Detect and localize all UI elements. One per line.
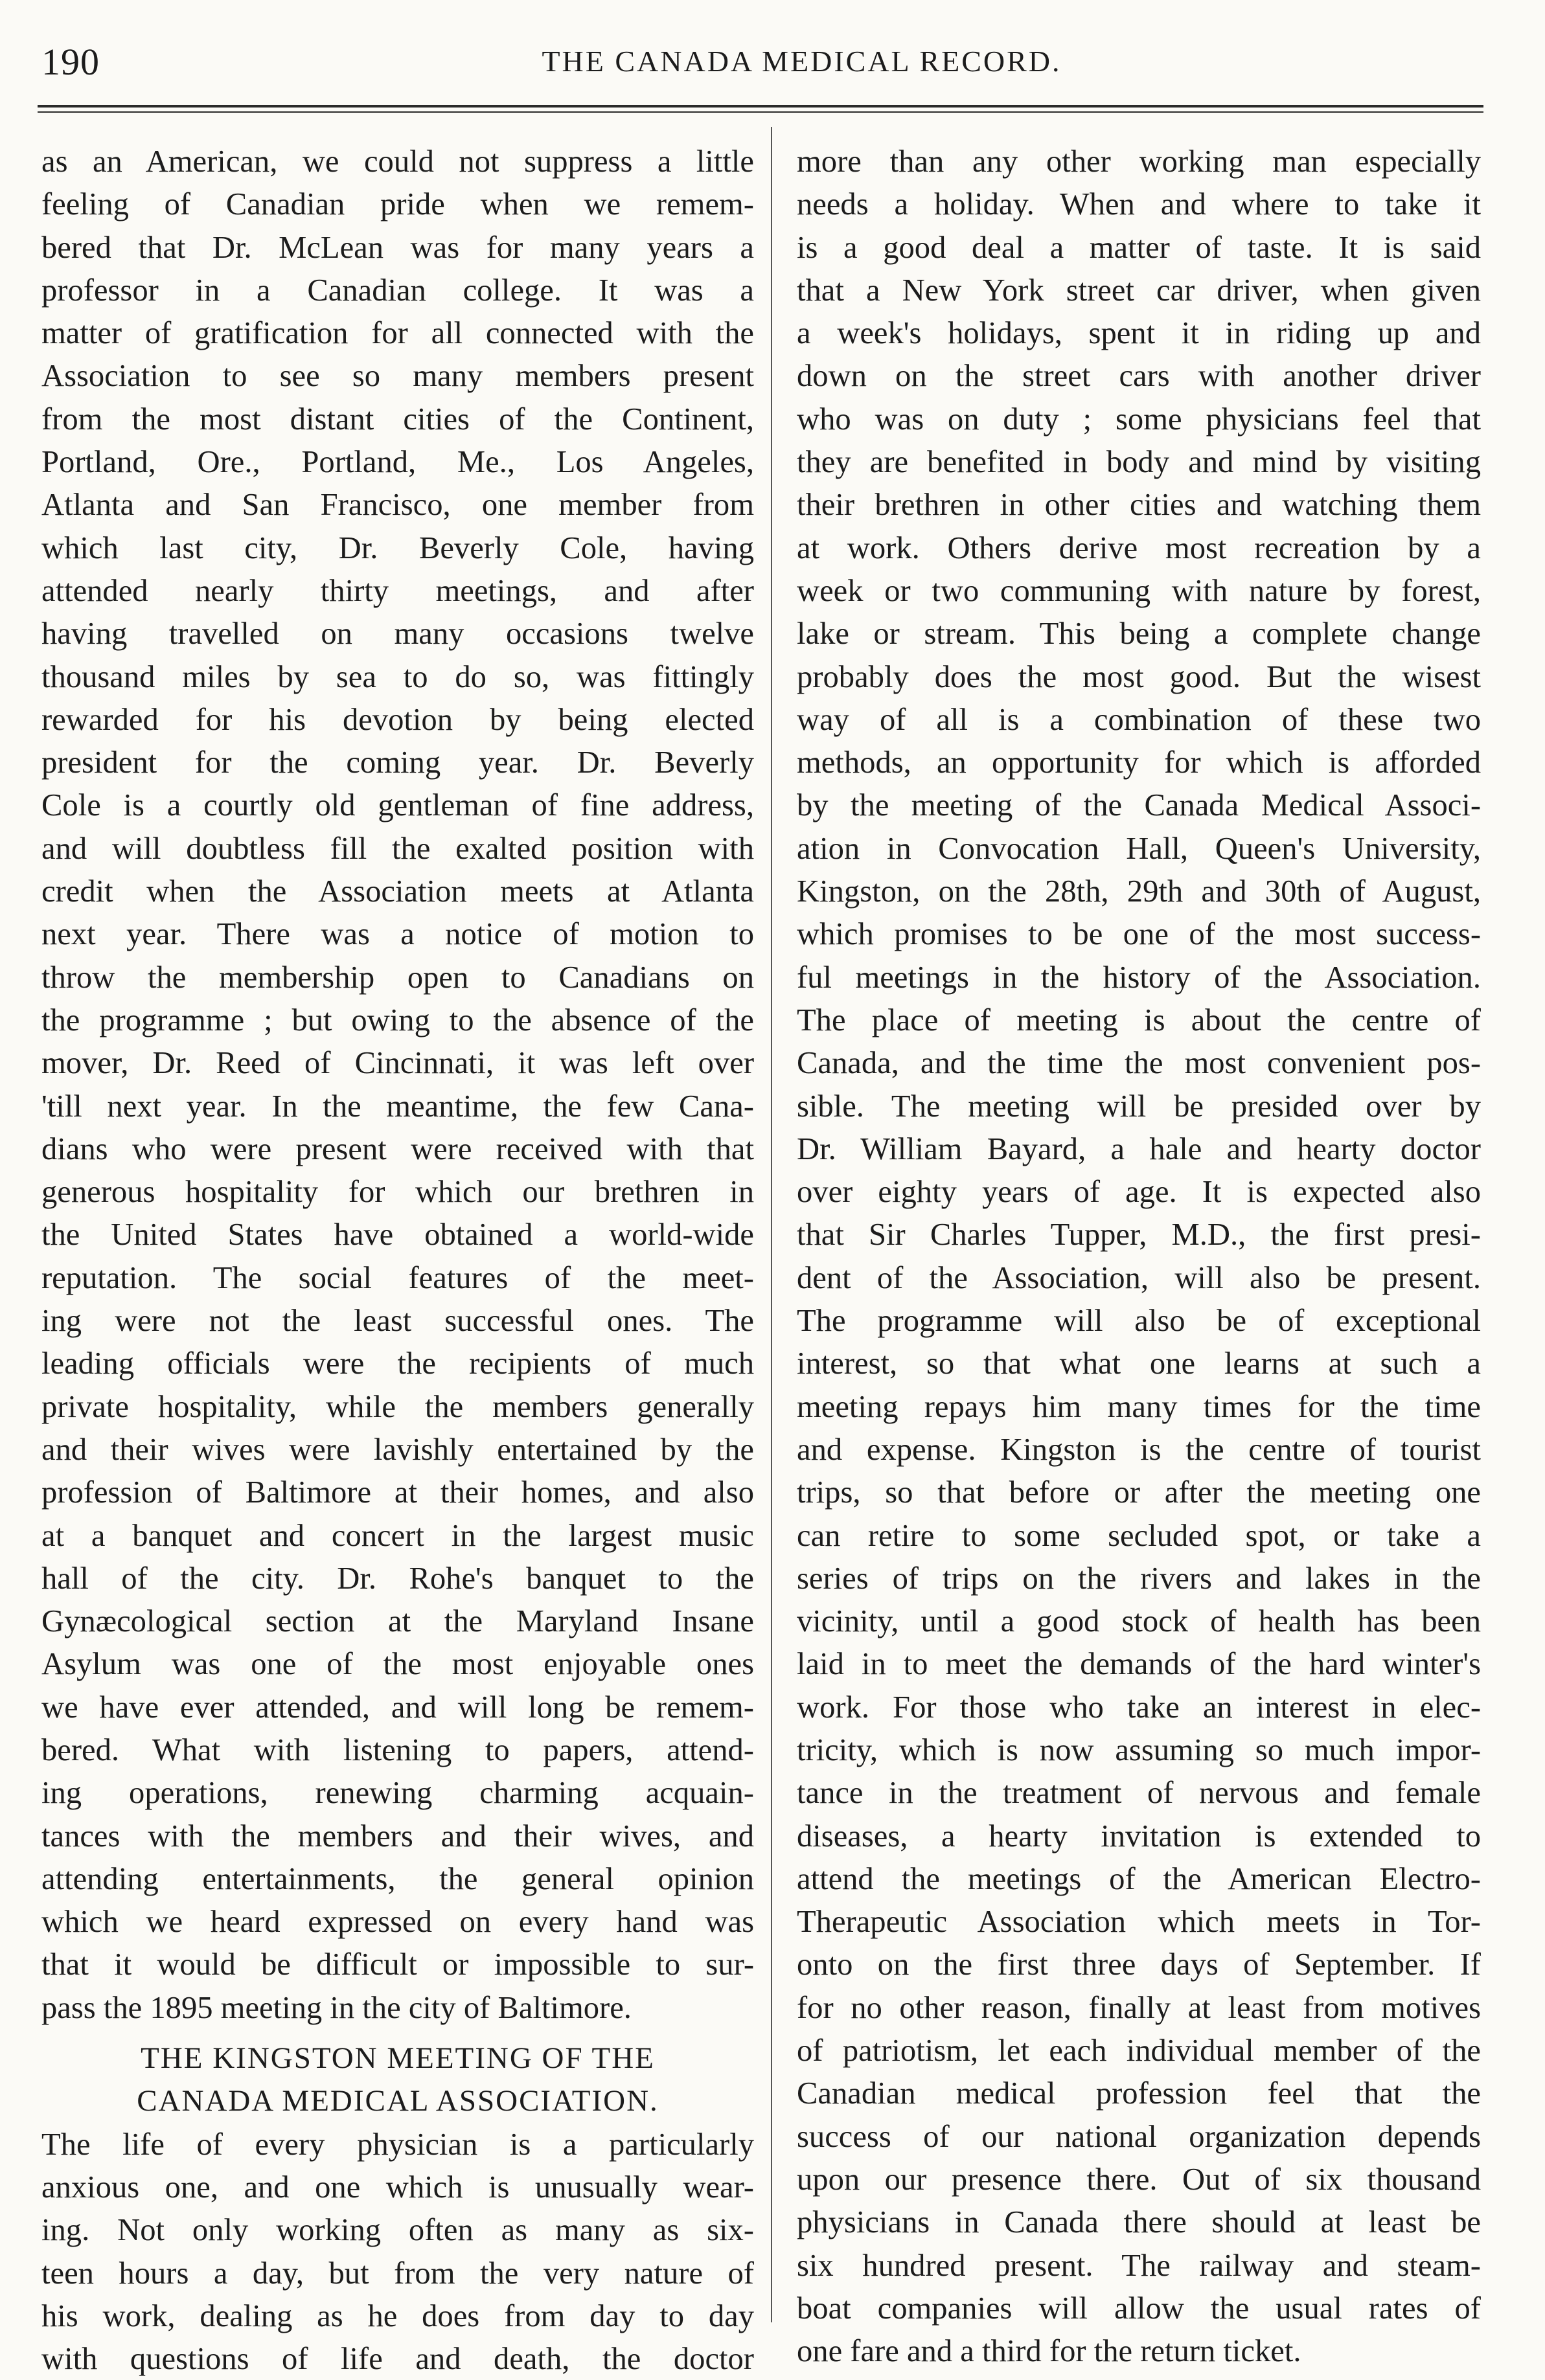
text-line: probably does the most good. But the wisest [797,659,1481,694]
text-line: we have ever attended, and will long be remem- [41,1689,754,1725]
text-line: upon our presence there. Out of six thousand [797,2161,1481,2197]
text-line: 'till next year. In the meantime, the few Cana- [41,1088,754,1124]
text-line: over eighty years of age. It is expected also [797,1174,1481,1210]
text-line: tance in the treatment of nervous and female [797,1775,1481,1811]
text-line: Gynæcological section at the Maryland Insane [41,1604,754,1639]
text-line: which we heard expressed on every hand was [41,1904,754,1940]
text-line: needs a holiday. When and where to take it [797,187,1481,222]
text-line: success of our national organization depends [797,2118,1481,2154]
text-line: leading officials were the recipients of much [41,1346,754,1381]
text-line: at work. Others derive most recreation by a [797,530,1481,565]
text-line: attended nearly thirty meetings, and after [41,572,754,608]
text-line: Therapeutic Association which meets in Tor- [797,1904,1481,1940]
text-line: as an American, we could not suppress a little [41,144,754,179]
text-line: matter of gratification for all connected with the [41,315,754,351]
text-line: methods, an opportunity for which is afforded [797,745,1481,780]
left-column [41,140,754,2380]
section-heading: CANADA MEDICAL ASSOCIATION. [137,2084,659,2118]
running-title: THE CANADA MEDICAL RECORD. [542,45,1062,78]
text-line: president for the coming year. Dr. Beverly [41,745,754,780]
right-column [797,140,1481,2372]
text-line: The programme will also be of exceptional [797,1303,1481,1339]
text-line: which last city, Dr. Beverly Cole, having [41,530,754,565]
column-divider [771,127,772,2322]
text-line: feeling of Canadian pride when we remem- [41,187,754,222]
text-line: tances with the members and their wives, and [41,1818,754,1853]
text-line: ation in Convocation Hall, Queen's University, [797,830,1481,866]
text-line: hall of the city. Dr. Rohe's banquet to the [41,1560,754,1596]
text-line: who was on duty ; some physicians feel that [797,401,1481,436]
text-line: six hundred present. The railway and steam- [797,2247,1481,2283]
text-line: ing operations, renewing charming acquain- [41,1775,754,1811]
text-line: with questions of life and death, the doctor [41,2341,754,2377]
text-line: ing were not the least successful ones. The [41,1303,754,1339]
text-line: attend the meetings of the American Electro- [797,1861,1481,1896]
text-line: Asylum was one of the most enjoyable ones [41,1646,754,1682]
text-line: Canadian medical profession feel that the [797,2076,1481,2111]
text-line: the United States have obtained a world-wide [41,1217,754,1252]
text-line: for no other reason, finally at least from motives [797,1989,1481,2025]
text-line: trips, so that before or after the meeting one [797,1475,1481,1510]
header-rule-thick [38,105,1483,108]
text-line: bered. What with listening to papers, attend- [41,1732,754,1767]
text-line: from the most distant cities of the Continent, [41,401,754,436]
text-line: bered that Dr. McLean was for many years a [41,229,754,265]
text-line: teen hours a day, but from the very nature of [41,2255,754,2291]
text-line: vicinity, until a good stock of health has been [797,1604,1481,1639]
text-line: that a New York street car driver, when given [797,272,1481,308]
text-line: throw the membership open to Canadians on [41,959,754,995]
text-line: profession of Baltimore at their homes, and also [41,1475,754,1510]
text-line: Kingston, on the 28th, 29th and 30th of August, [797,874,1481,909]
header-rule-thin [38,111,1483,113]
text-line: boat companies will allow the usual rates of [797,2290,1481,2326]
text-line: meeting repays him many times for the time [797,1388,1481,1424]
text-line: can retire to some secluded spot, or take a [797,1517,1481,1553]
text-line: anxious one, and one which is unusually wear- [41,2169,754,2204]
text-line: and their wives were lavishly entertained by the [41,1431,754,1467]
text-line: Cole is a courtly old gentleman of fine address, [41,788,754,823]
text-line: more than any other working man especially [797,144,1481,179]
text-line: Dr. William Bayard, a hale and hearty doctor [797,1131,1481,1166]
text-line: dent of the Association, will also be present. [797,1260,1481,1295]
text-line: the programme ; but owing to the absence of the [41,1002,754,1037]
text-line: lake or stream. This being a complete change [797,616,1481,652]
text-line: having travelled on many occasions twelve [41,616,754,652]
text-line: that it would be difficult or impossible to sur- [41,1947,754,1982]
text-line: next year. There was a notice of motion to [41,916,754,952]
text-line: pass the 1895 meeting in the city of Baltimore. [41,1989,632,2025]
text-line: his work, dealing as he does from day to day [41,2298,754,2333]
text-line: that Sir Charles Tupper, M.D., the first presi- [797,1217,1481,1252]
text-line: Canada, and the time the most convenient pos- [797,1045,1481,1081]
text-line: series of trips on the rivers and lakes in the [797,1560,1481,1596]
text-line: ing. Not only working often as many as six- [41,2212,754,2248]
text-line: which promises to be one of the most success- [797,916,1481,952]
text-line: by the meeting of the Canada Medical Associ- [797,788,1481,823]
text-line: The life of every physician is a particularly [41,2126,754,2162]
text-line: and will doubtless fill the exalted position with [41,830,754,866]
text-line: credit when the Association meets at Atlanta [41,874,754,909]
text-line: Association to see so many members present [41,358,754,394]
text-line: diseases, a hearty invitation is extended to [797,1818,1481,1853]
text-line: down on the street cars with another driver [797,358,1481,394]
text-line: work. For those who take an interest in elec- [797,1689,1481,1725]
text-line: their brethren in other cities and watching them [797,487,1481,523]
text-line: week or two communing with nature by forest, [797,572,1481,608]
text-line: The place of meeting is about the centre of [797,1002,1481,1037]
text-line: mover, Dr. Reed of Cincinnati, it was left over [41,1045,754,1081]
text-line: a week's holidays, spent it in riding up and [797,315,1481,351]
page-number: 190 [41,41,100,83]
text-line: and expense. Kingston is the centre of tourist [797,1431,1481,1467]
text-line: onto on the first three days of September. If [797,1947,1481,1982]
text-line: private hospitality, while the members generally [41,1388,754,1424]
section-heading: THE KINGSTON MEETING OF THE [141,2041,655,2076]
page-header [0,0,1545,117]
text-line: laid in to meet the demands of the hard winter's [797,1646,1481,1682]
text-line: Atlanta and San Francisco, one member from [41,487,754,523]
text-line: attending entertainments, the general opinion [41,1861,754,1896]
text-line: reputation. The social features of the meet- [41,1260,754,1295]
text-line: sible. The meeting will be presided over by [797,1088,1481,1124]
text-line: they are benefited in body and mind by visiting [797,444,1481,480]
text-line: professor in a Canadian college. It was a [41,272,754,308]
text-line: interest, so that what one learns at such a [797,1346,1481,1381]
text-line: way of all is a combination of these two [797,701,1481,737]
text-line: one fare and a third for the return ticket. [797,2333,1301,2369]
text-line: thousand miles by sea to do so, was fittingly [41,659,754,694]
text-line: physicians in Canada there should at least be [797,2204,1481,2240]
text-line: of patriotism, let each individual member of the [797,2033,1481,2068]
text-line: Portland, Ore., Portland, Me., Los Angeles, [41,444,754,480]
text-line: at a banquet and concert in the largest music [41,1517,754,1553]
text-line: is a good deal a matter of taste. It is said [797,229,1481,265]
text-line: rewarded for his devotion by being elected [41,701,754,737]
text-line: ful meetings in the history of the Association. [797,959,1481,995]
text-line: dians who were present were received with that [41,1131,754,1166]
text-line: generous hospitality for which our brethren in [41,1174,754,1210]
text-line: tricity, which is now assuming so much impor- [797,1732,1481,1767]
